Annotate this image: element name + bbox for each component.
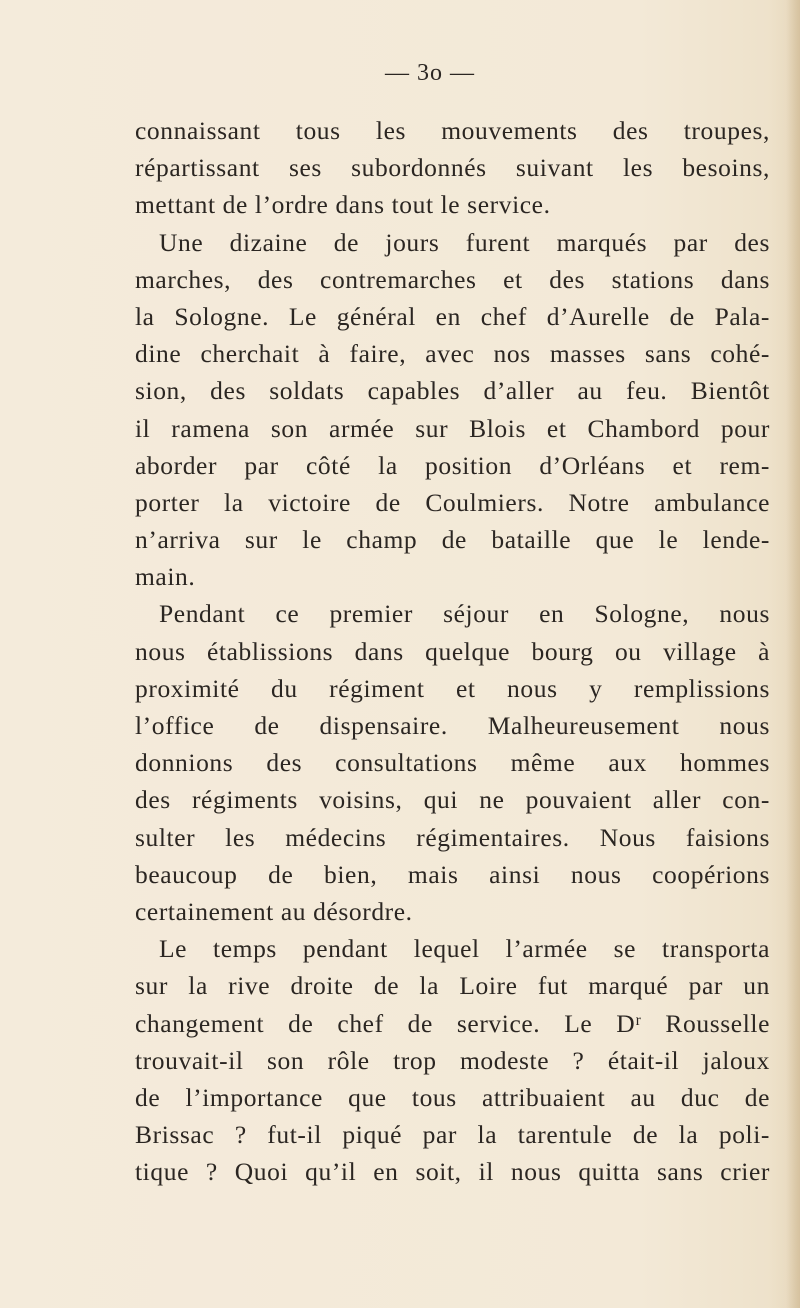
text-line: porter la victoire de Coulmiers. Notre ambulance bbox=[135, 487, 770, 517]
text-line: certainement au désordre. bbox=[135, 896, 413, 926]
text-line: sur la rive droite de la Loire fut marqué par un bbox=[135, 971, 770, 1001]
text-line: changement de chef de service. Le Dʳ Rousselle bbox=[135, 1008, 770, 1038]
text-line: de l’importance que tous attribuaient au duc de bbox=[135, 1082, 770, 1112]
text-line: sulter les médecins régimentaires. Nous faisions bbox=[135, 822, 770, 852]
text-line: l’office de dispensaire. Malheureusement nous bbox=[135, 711, 770, 740]
text-line: Le temps pendant lequel l’armée se transporta bbox=[159, 934, 770, 964]
text-line: mettant de l’ordre dans tout le service. bbox=[135, 190, 551, 220]
text-line: la Sologne. Le général en chef d’Aurelle de Pala- bbox=[135, 301, 770, 331]
text-line: trouvait-il son rôle trop modeste ? était-il jaloux bbox=[135, 1045, 770, 1075]
page-edge-shadow bbox=[786, 0, 800, 1308]
text-line: proximité du régiment et nous y remplissions bbox=[135, 673, 770, 703]
text-line: Pendant ce premier séjour en Sologne, nous bbox=[159, 599, 770, 629]
text-line: il ramena son armée sur Blois et Chambord pour bbox=[135, 413, 770, 443]
text-line: dine cherchait à faire, avec nos masses sans cohé- bbox=[135, 339, 770, 369]
text-line: donnions des consultations même aux hommes bbox=[135, 748, 770, 778]
text-line: nous établissions dans quelque bourg ou village à bbox=[135, 636, 770, 666]
text-line: sion, des soldats capables d’aller au feu. Bientôt bbox=[135, 376, 770, 406]
text-line: Une dizaine de jours furent marqués par des bbox=[159, 227, 770, 257]
text-line: des régiments voisins, qui ne pouvaient aller con- bbox=[135, 785, 770, 815]
text-line: connaissant tous les mouvements des troupes, bbox=[135, 116, 770, 145]
text-line: Brissac ? fut-il piqué par la tarentule de la poli- bbox=[135, 1120, 770, 1150]
text-line: répartissant ses subordonnés suivant les besoins, bbox=[135, 153, 770, 183]
text-line: tique ? Quoi qu’il en soit, il nous quitta sans crier bbox=[135, 1157, 770, 1187]
text-line: beaucoup de bien, mais ainsi nous coopérions bbox=[135, 859, 770, 889]
text-line: aborder par côté la position d’Orléans et rem- bbox=[135, 450, 770, 480]
text-line: marches, des contremarches et des stations dans bbox=[135, 264, 770, 294]
body-text bbox=[135, 112, 770, 1190]
page-number: — 3o — bbox=[385, 60, 475, 86]
text-line: n’arriva sur le champ de bataille que le lende- bbox=[135, 525, 770, 555]
text-line: main. bbox=[135, 562, 196, 592]
